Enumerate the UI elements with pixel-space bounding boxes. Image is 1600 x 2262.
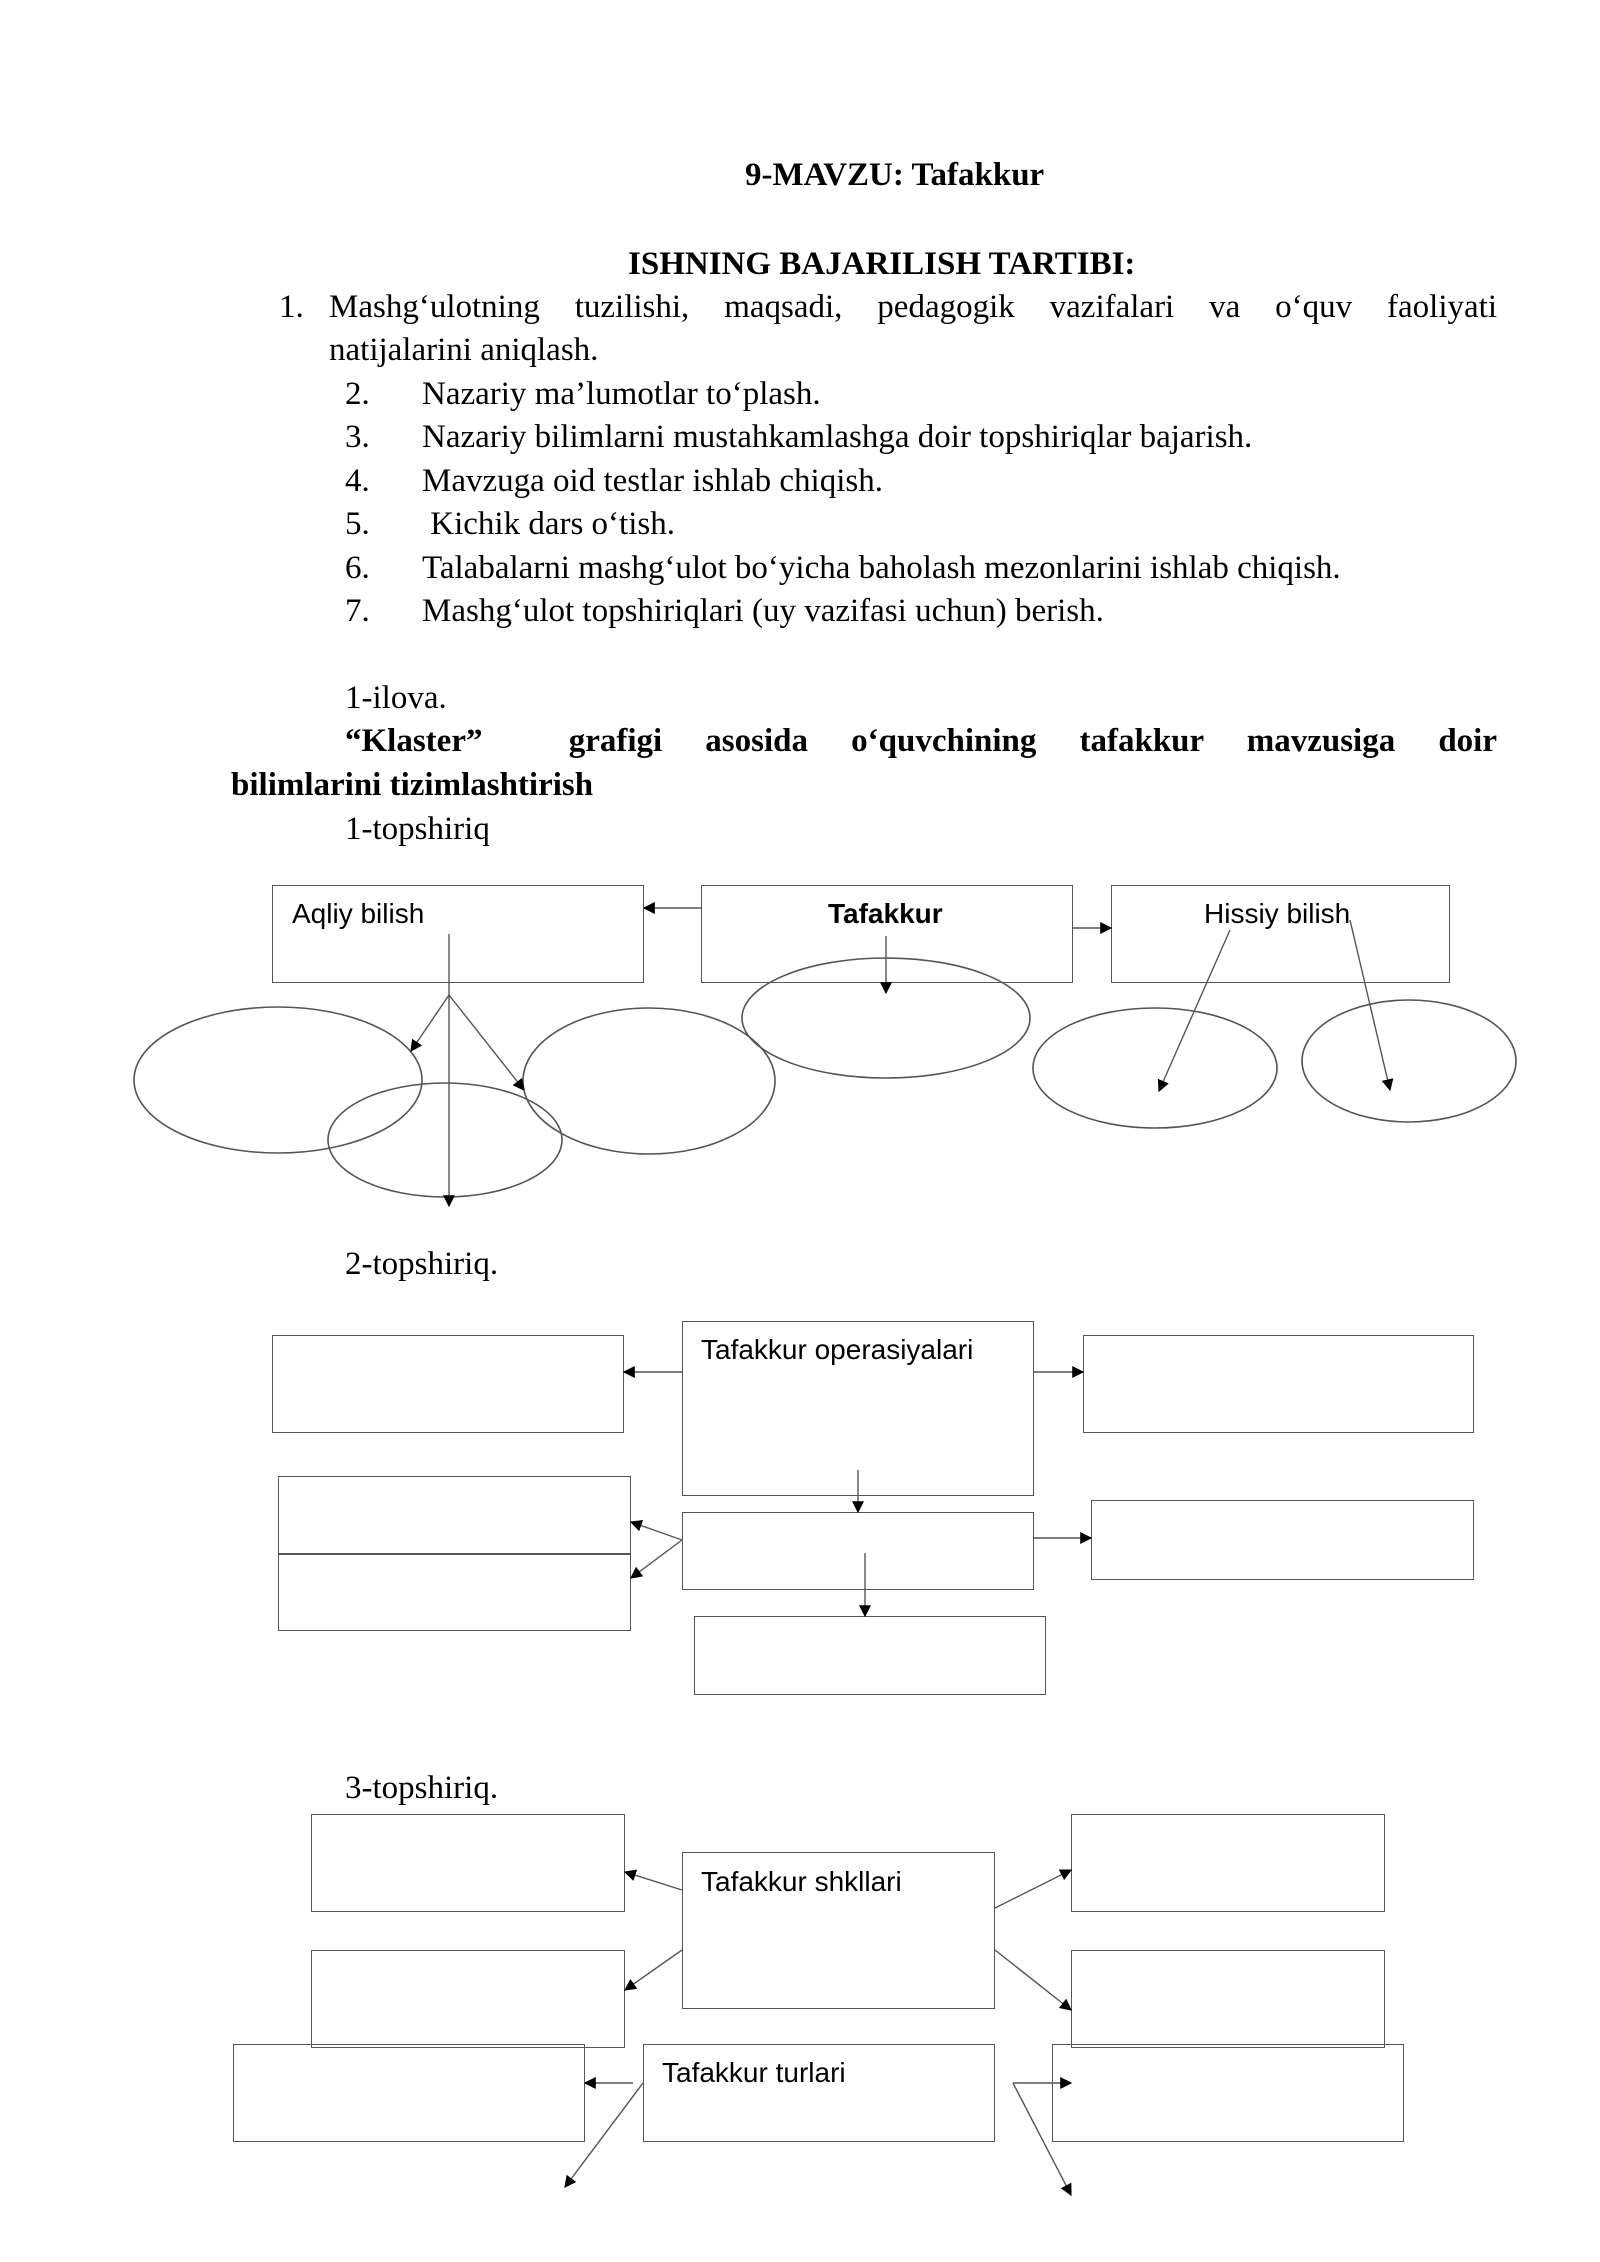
step-number: 7. [345,593,370,629]
task2-label: 2-topshiriq. [345,1246,499,1282]
task1-arrow [411,995,449,1051]
task3-forms-box-label: Tafakkur shkllari [701,1866,902,1897]
step-text: Talabalarni mashg‘ulot bo‘yicha baholash mezonlarini ishlab chiqish. [422,550,1341,586]
task2-arrow [631,1522,682,1540]
step-text: Nazariy ma’lumotlar to‘plash. [422,376,821,412]
task1-ellipse [1033,1008,1277,1128]
task1-ellipse [1302,1000,1516,1122]
section-heading: ISHNING BAJARILISH TARTIBI: [628,246,1136,282]
step-number: 6. [345,550,370,586]
task1-ellipse [134,1007,422,1153]
task3-arrow [1013,2083,1071,2195]
task2-center-box-label: Tafakkur operasiyalari [701,1334,974,1365]
step-text-continued: natijalarini aniqlash. [329,332,599,368]
task1-left-box-label: Aqliy bilish [292,898,425,929]
task1-label: 1-topshiriq [345,811,490,847]
task3-types-box-label: Tafakkur turlari [662,2057,846,2088]
task3-arrow [625,1872,682,1890]
step-number: 5. [345,506,370,542]
task1-arrow [1350,920,1390,1090]
appendix-label: 1-ilova. [345,680,447,716]
step-number: 1. [279,289,304,325]
appendix-title-continued: bilimlarini tizimlashtirish [231,767,594,803]
task2-arrow [631,1540,682,1578]
step-number: 4. [345,463,370,499]
task1-arrow [449,995,524,1090]
topic-title: 9-MAVZU: Tafakkur [745,157,1045,193]
step-text: Mashg‘ulot topshiriqlari (uy vazifasi uchun) berish. [422,593,1104,629]
task3-arrow [625,1950,682,1990]
task3-arrow [995,1870,1071,1908]
step-text: Mashg‘ulotning tuzilishi, maqsadi, pedagogik vazifalari va o‘quv faoliyati [329,289,1497,325]
task3-arrow [995,1950,1071,2010]
step-text: Mavzuga oid testlar ishlab chiqish. [422,463,883,499]
step-text: Nazariy bilimlarni mustahkamlashga doir topshiriqlar bajarish. [422,419,1253,455]
task1-center-box-label: Tafakkur [828,898,943,929]
step-number: 3. [345,419,370,455]
appendix-title: “Klaster” grafigi asosida o‘quvchining tafakkur mavzusiga doir [345,723,1497,759]
task3-arrow [565,2083,643,2187]
task3-label: 3-topshiriq. [345,1770,499,1806]
task1-arrow [1159,930,1230,1091]
step-text: Kichik dars o‘tish. [422,506,675,542]
task1-right-box-label: Hissiy bilish [1204,898,1351,929]
step-number: 2. [345,376,370,412]
